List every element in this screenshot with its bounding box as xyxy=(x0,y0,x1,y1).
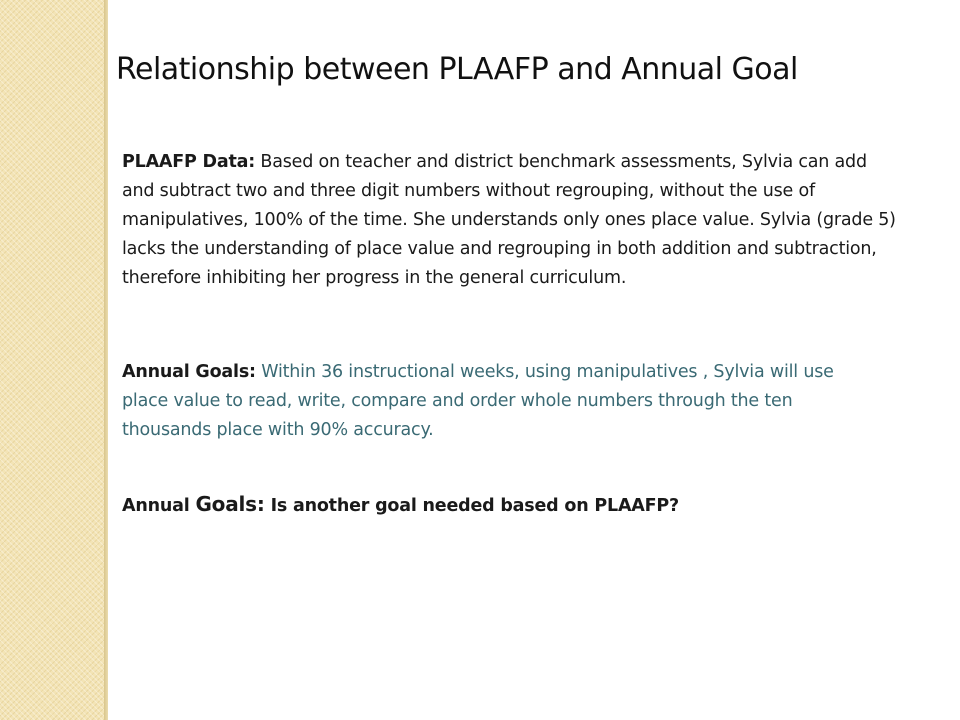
slide-title: Relationship between PLAAFP and Annual Goal xyxy=(116,52,798,87)
second-goal-label-word2: Goals: xyxy=(195,492,265,516)
annual-goal-text: Within 36 instructional weeks, using manipulatives , Sylvia will use place value to read, write, compare and order whole numbers through the ten thousands place with 90% accuracy. xyxy=(122,362,834,440)
second-goal-label-word1: Annual xyxy=(122,496,190,516)
plaafp-text: Based on teacher and district benchmark assessments, Sylvia can add and subtract two and three digit numbers without regrouping, without the use of manipulatives, 100% of the time. She understands only ones place value. Sylvia (grade 5) lacks the understanding of place value and regrouping in both addition and subtraction, therefore inhibiting her progress in the general curriculum. xyxy=(122,152,896,288)
plaafp-label: PLAAFP Data: xyxy=(122,152,256,172)
second-goal-question xyxy=(122,490,902,521)
side-band-edge xyxy=(104,0,108,720)
annual-goal-label: Annual Goals: xyxy=(122,362,256,382)
decorative-side-band xyxy=(0,0,104,720)
plaafp-paragraph xyxy=(122,148,902,293)
annual-goal-paragraph xyxy=(122,358,852,445)
second-goal-question-text: Is another goal needed based on PLAAFP? xyxy=(270,496,679,516)
